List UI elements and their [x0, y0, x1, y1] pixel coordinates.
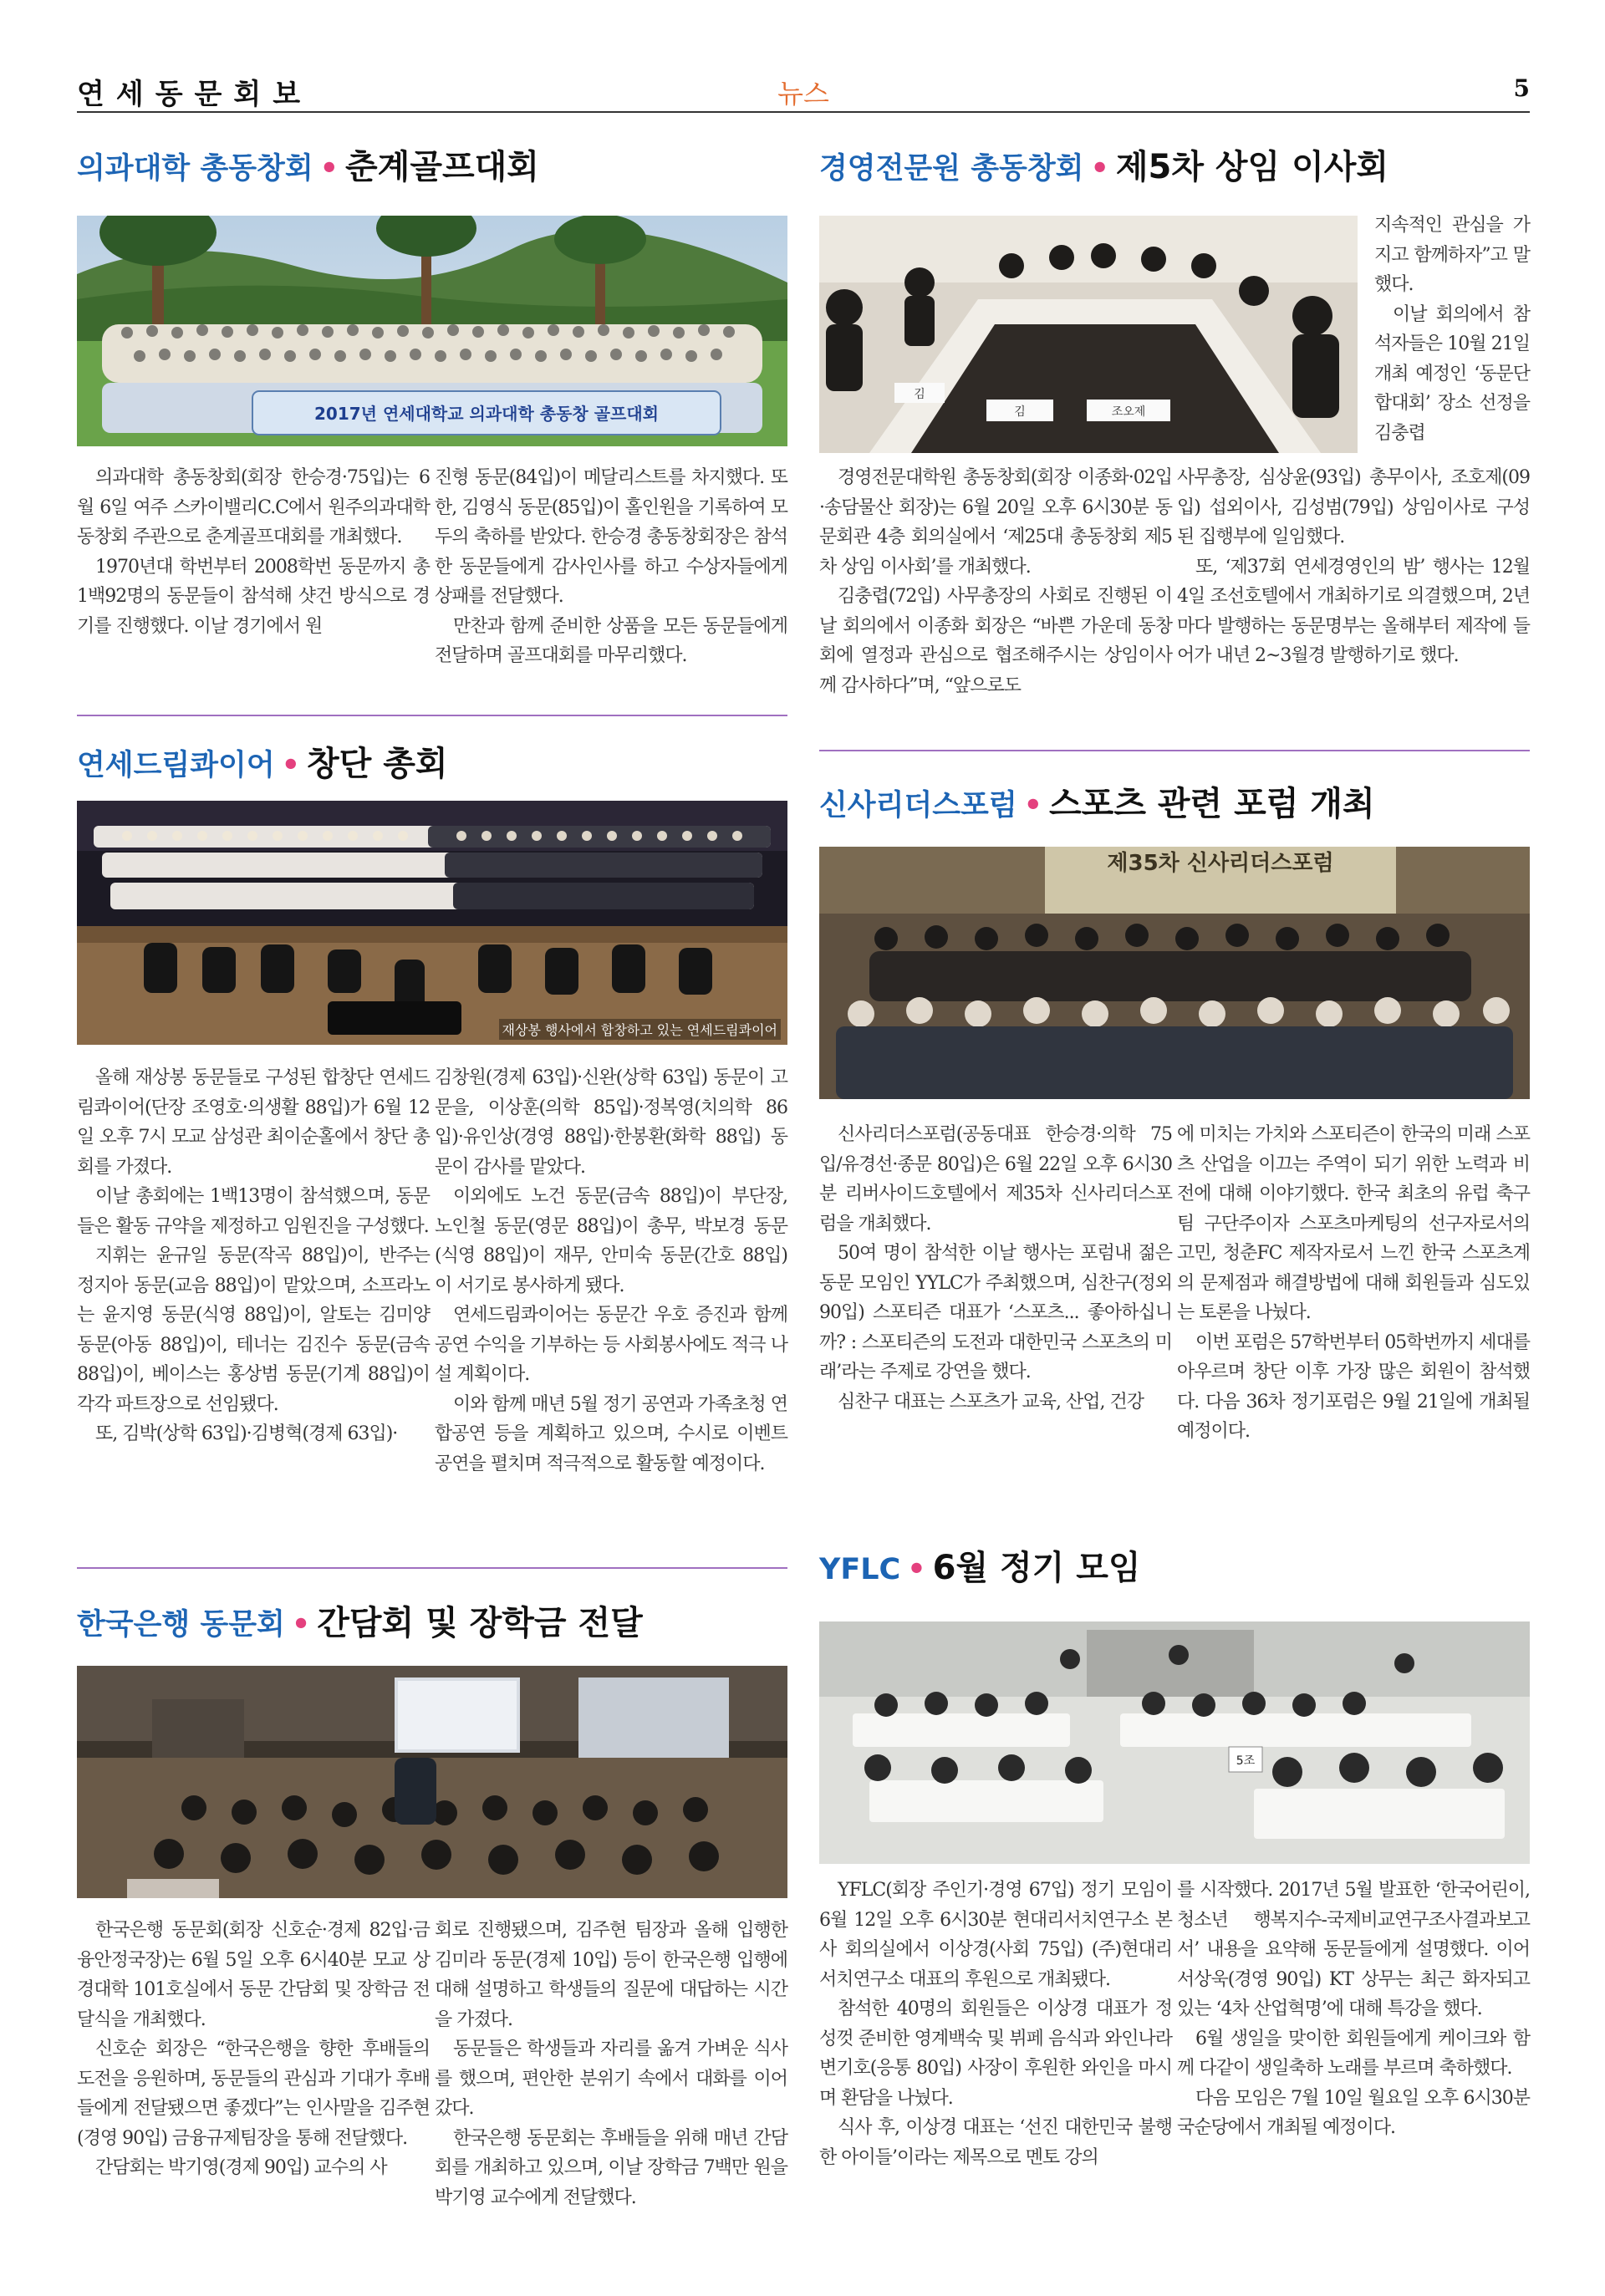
article-golf	[77, 142, 787, 719]
headline-org: YFLC	[819, 1553, 901, 1586]
paragraph: YFLC(회장 주인기·경영 67입) 정기 모임이 6월 12일 오후 6시30분 현대리서치연구소 본사 회의실에서 이상경(사회 75입) (주)현대리서치연구소 대표의 후원으로 개최됐다.	[819, 1880, 1172, 1990]
headline-dot: •	[1090, 152, 1109, 186]
paragraph: 이와 함께 매년 5월 정기 공연과 가족초청 연합공연 등을 계획하고 있으며, 수시로 이벤트 공연을 펼치며 적극적으로 활동할 예정이다.	[435, 1393, 787, 1474]
body-column-2	[435, 1063, 787, 1479]
article-body	[819, 463, 1530, 700]
article-bok	[77, 1588, 787, 2290]
body-column-2	[435, 1916, 787, 2212]
article-headline	[77, 150, 539, 184]
headline-org: 한국은행 동문회	[77, 1608, 285, 1642]
paragraph: 만찬과 함께 준비한 상품을 모든 동문들에게 전달하며 골프대회를 마무리했다.	[435, 615, 787, 666]
paragraph: 간담회는 박기영(경제 90입) 교수의 사	[95, 2157, 387, 2178]
divider	[77, 1567, 787, 1569]
headline-title: 6월 정기 모임	[932, 1549, 1141, 1587]
paragraph: 에 미치는 가치와 스포티즌이 한국의 미래 스포츠 산업을 이끄는 주역이 되기 위한 노력과 비전에 대해 이야기했다. 한국 최초의 유럽 축구팀 구단주이자 스포츠마케팅의 선구자로서의 고민, 청춘FC 제작자로서 느낀 한국 스포츠계의 문제점과 해결방법에 대해 회원들과 심도있는 토론을 나눴다.	[1177, 1124, 1530, 1323]
paragraph: 6월 생일을 맞이한 회원들에게 케이크와 함께 다같이 생일축하 노래를 부르며 축하했다.	[1177, 2028, 1530, 2079]
paragraph: 이외에도 노건 동문(금속 88입)이 부단장, 노인철 동문(영문 88입)이 총무, 박보경 동문(식영 88입)이 재무, 안미숙 동문(간호 88입)이 서기로 봉사하게 됐다.	[435, 1186, 787, 1296]
paragraph: 한국은행 동문회는 후배들을 위해 매년 간담회를 개최하고 있으며, 이날 장학금 7백만 원을 박기영 교수에게 전달했다.	[435, 2127, 787, 2208]
body-column-2	[1177, 463, 1530, 700]
forum-group-photo	[819, 847, 1530, 1099]
body-column-1	[77, 1916, 430, 2212]
body-column-1	[77, 1063, 430, 1479]
article-body	[819, 1876, 1530, 2172]
photo-caption: 재상봉 행사에서 합창하고 있는 연세드림콰이어	[499, 1019, 781, 1040]
article-body	[819, 1120, 1530, 1447]
headline-dot: •	[907, 1553, 926, 1586]
paragraph: 동문들은 학생들과 자리를 옮겨 가벼운 식사를 했으며, 편안한 분위기 속에서 대화를 이어갔다.	[435, 2039, 787, 2119]
paragraph: 를 시작했다. 2017년 5월 발표한 ‘한국어린이, 청소년 행복지수-국제비교연구조사결과보고서’ 내용을 요약해 동문들에게 설명했다. 이어 서상욱(경영 90입) KT 상무는 최근 화자되고 있는 ‘4차 산업혁명’에 대해 특강을 했다.	[1177, 1880, 1530, 2019]
paragraph: 신호순 회장은 “한국은행을 향한 후배들의 도전을 응원하며, 동문들의 관심과 기대가 후배들에게 전달됐으면 좋겠다”는 인사말을 김주현(경영 90입) 금융규제팀장을 통해 전달했다.	[77, 2039, 430, 2149]
headline-dot: •	[1023, 789, 1043, 822]
paragraph: 경영전문대학원 총동창회(회장 이종화·02입·송담물산 회장)는 6월 20일 오후 6시30분 동문회관 4층 회의실에서 ‘제25대 총동창회 제5차 상임 이사회’를 개최했다.	[819, 467, 1172, 578]
golf-photo-banner: 2017년 연세대학교 의과대학 총동창 골프대회	[314, 404, 659, 424]
bok-seminar-photo	[77, 1666, 787, 1898]
table-sign: 5조	[1236, 1754, 1256, 1768]
paragraph: 연세드림콰이어는 동문간 우호 증진과 함께 공연 수익을 기부하는 등 사회봉사에도 적극 나설 계획이다.	[435, 1305, 787, 1385]
paragraph: 참석한 40명의 회원들은 이상경 대표가 정성껏 준비한 영계백숙 및 뷔페 음식과 와인나라 변기호(응통 80입) 사장이 후원한 와인을 마시며 환담을 나눴다.	[819, 1998, 1172, 2109]
paragraph: 1970년대 학번부터 2008학번 동문까지 총 1백92명의 동문들이 참석해 샷건 방식으로 경기를 진행했다. 이날 경기에서 원	[77, 556, 430, 637]
body-column-2	[1177, 1120, 1530, 1447]
headline-org: 경영전문원 총동창회	[819, 152, 1084, 186]
paragraph: 신사리더스포럼(공동대표 한승경·의학 75입/유경선·종문 80입)은 6월 22일 오후 6시30분 리버사이드호텔에서 제35차 신사리더스포럼을 개최했다.	[819, 1124, 1172, 1235]
headline-title: 제5차 상임 이사회	[1115, 148, 1389, 186]
article-body	[77, 1916, 787, 2212]
paragraph: 진형 동문(84입)이 메달리스트를 차지했다. 또한, 김영식 동문(85입)이 홀인원을 기록하여 모두의 축하를 받았다. 한승경 총동창회장은 참석한 동문들에게 감사인사를 하고 수상자들에게 상패를 전달했다.	[435, 467, 787, 607]
board-meeting-photo	[819, 216, 1358, 453]
name-card: 김	[914, 388, 925, 401]
body-column-2	[1177, 1876, 1530, 2172]
paragraph: 또, 김박(상학 63입)·김병혁(경제 63입)·	[95, 1423, 398, 1444]
article-body	[77, 1063, 787, 1479]
paragraph: 50여 명이 참석한 이날 행사는 포럼내 젊은 동문 모임인 YYLC가 주최했으며, 심찬구(정외 90입) 스포티즌 대표가 ‘스포츠... 좋아하십니까? : 스포티즌의 도전과 대한민국 스포츠의 미래’라는 주제로 강연을 했다.	[819, 1243, 1172, 1382]
headline-title: 간담회 및 장학금 전달	[317, 1604, 643, 1642]
paragraph: 사무총장, 심상윤(93입) 총무이사, 조호제(09입) 섭외이사, 김성범(79입) 상임이사로 구성된 집행부에 일임했다.	[1177, 467, 1530, 547]
article-headline	[819, 787, 1375, 821]
choir-concert-photo	[77, 801, 787, 1045]
paragraph: 의과대학 총동창회(회장 한승경·75입)는 6월 6일 여주 스카이밸리C.C에서 원주의과대학 동창회 주관으로 춘계골프대회를 개최했다.	[77, 467, 430, 547]
masthead: 연세동문회보	[77, 78, 313, 111]
article-side-column	[1374, 211, 1530, 448]
section-label: 뉴스	[777, 78, 829, 109]
paragraph: 지휘는 윤규일 동문(작곡 88입)이, 반주는 정지아 동문(교음 88입)이 맡았으며, 소프라노는 윤지영 동문(식영 88입)이, 알토는 김미양 동문(아동 88입)이, 테너는 김진수 동문(금속 88입)이, 베이스는 홍상범 동문(기계 88입)이 각각 파트장으로 선임됐다.	[77, 1245, 430, 1415]
article-choir	[77, 736, 787, 1538]
headline-title: 춘계골프대회	[345, 148, 539, 186]
name-card: 조오제	[1111, 405, 1146, 419]
paragraph: 심찬구 대표는 스포츠가 교육, 산업, 건강	[838, 1391, 1144, 1413]
paragraph: 회로 진행됐으며, 김주현 팀장과 올해 입행한 김미라 동문(경제 10입) 등이 한국은행 입행에 대해 설명하고 학생들의 질문에 대답하는 시간을 가졌다.	[435, 1920, 787, 2030]
divider	[77, 715, 787, 716]
name-card: 김	[1014, 405, 1026, 419]
article-body	[77, 463, 787, 671]
paragraph: 다음 모임은 7월 10일 월요일 오후 6시30분 국순당에서 개최될 예정이다.	[1177, 2087, 1530, 2138]
golf-group-photo	[77, 216, 787, 446]
body-column-1	[819, 1876, 1172, 2172]
page-number: 5	[1513, 74, 1530, 102]
forum-banner-text: 제35차 신사리더스포럼	[1107, 851, 1334, 876]
paragraph: 이날 회의에서 참석자들은 10월 21일 개최 예정인 ‘동문단합대회’ 장소 선정을 김충렵	[1374, 303, 1530, 444]
yflc-meeting-photo	[819, 1621, 1530, 1864]
paragraph: 지속적인 관심을 가지고 함께하자”고 말했다.	[1374, 215, 1530, 295]
headline-title: 스포츠 관련 포럼 개최	[1049, 785, 1375, 823]
paragraph: 한국은행 동문회(회장 신호순·경제 82입·금융안정국장)는 6월 5일 오후 6시40분 모교 상경대학 101호실에서 동문 간담회 및 장학금 전달식을 개최했다.	[77, 1920, 430, 2030]
paragraph: 식사 후, 이상경 대표는 ‘선진 대한민국 불행한 아이들’이라는 제목으로 멘토 강의	[819, 2117, 1172, 2168]
article-mgmt	[819, 142, 1530, 727]
body-column-1	[819, 1120, 1172, 1447]
headline-org: 신사리더스포럼	[819, 789, 1017, 822]
body-column-2	[435, 463, 787, 671]
paragraph: 또, ‘제37회 연세경영인의 밤’ 행사는 12월 4일 조선호텔에서 개최하기로 의결했으며, 2년마다 발행하는 동문명부는 올해부터 제작에 들어가 내년 2~3월경 발행하기로 했다.	[1177, 556, 1530, 666]
paragraph: 올해 재상봉 동문들로 구성된 합창단 연세드림콰이어(단장 조영호·의생활 88입)가 6월 12일 오후 7시 모교 삼성관 최이순홀에서 창단 총회를 가졌다.	[77, 1067, 430, 1178]
paragraph: 이번 포럼은 57학번부터 05학번까지 세대를 아우르며 창단 이후 가장 많은 회원이 참석했다. 다음 36차 정기포럼은 9월 21일에 개최될 예정이다.	[1177, 1331, 1530, 1442]
headline-org: 의과대학 총동창회	[77, 152, 313, 186]
article-yflc	[819, 1546, 1530, 2290]
article-headline	[77, 1606, 643, 1640]
paragraph: 이날 총회에는 1백13명이 참석했으며, 동문들은 활동 규약을 제정하고 임원진을 구성했다.	[77, 1186, 430, 1237]
headline-title: 창단 총회	[307, 745, 448, 783]
divider	[819, 750, 1530, 751]
body-column-1	[819, 463, 1172, 700]
body-column-1	[77, 463, 430, 671]
article-headline	[819, 1551, 1141, 1585]
paragraph: 김충렵(72입) 사무총장의 사회로 진행된 이날 회의에서 이종화 회장은 “바쁜 가운데 동창회에 열정과 관심으로 협조해주시는 상임이사께 감사하다”며, “앞으로도	[819, 586, 1172, 696]
headline-org: 연세드림콰이어	[77, 749, 275, 782]
article-headline	[77, 747, 448, 781]
article-leaders	[819, 769, 1530, 1504]
headline-dot: •	[319, 152, 339, 186]
article-headline	[819, 150, 1388, 184]
page-header	[77, 71, 1530, 113]
headline-dot: •	[281, 749, 301, 782]
paragraph: 김창원(경제 63입)·신완(상학 63입) 동문이 고문을, 이상훈(의학 85입)·정복영(치의학 86입)·유인상(경영 88입)·한봉환(화학 88입) 동문이 감사를 맡았다.	[435, 1067, 787, 1178]
headline-dot: •	[291, 1608, 311, 1642]
